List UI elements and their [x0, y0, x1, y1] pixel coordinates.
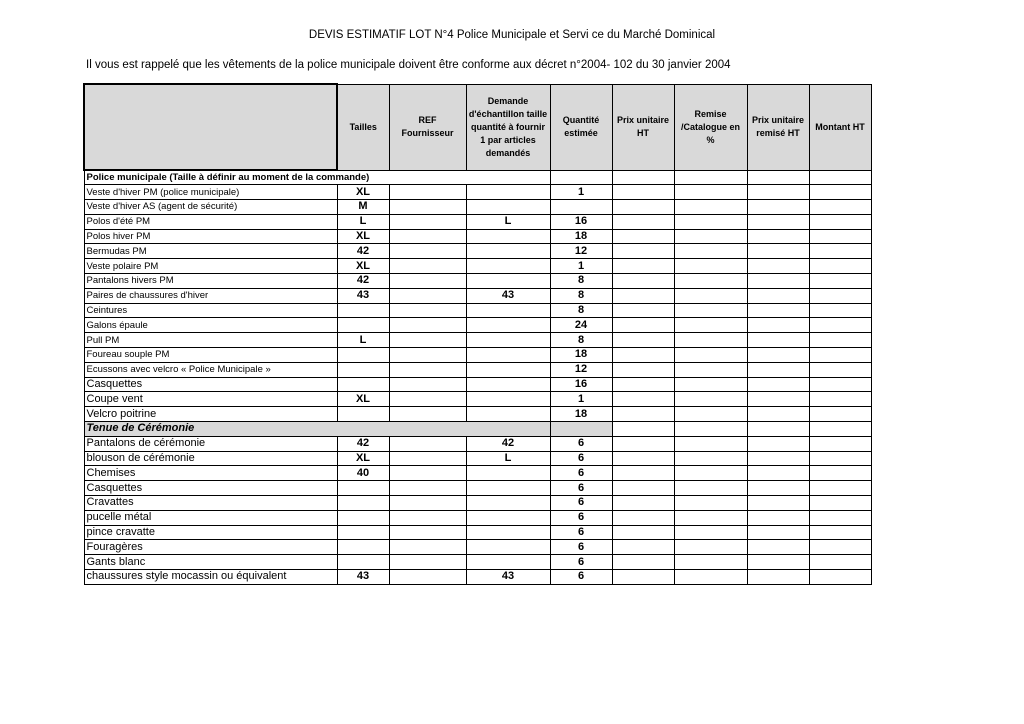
designation-cell: Gants blanc [84, 555, 337, 570]
designation-cell: Pantalons hivers PM [84, 274, 337, 289]
section-police-municipale [84, 170, 871, 185]
prix-unitaire-cell [612, 318, 674, 333]
montant-cell [809, 377, 871, 392]
prix-remise-cell [747, 303, 809, 318]
designation-cell: Fouragères [84, 540, 337, 555]
remise-cell [674, 466, 747, 481]
montant-cell [809, 362, 871, 377]
montant-cell [809, 481, 871, 496]
quantite-cell: 6 [550, 481, 612, 496]
montant-cell [809, 333, 871, 348]
prix-unitaire-cell [612, 525, 674, 540]
quantite-cell: 8 [550, 333, 612, 348]
montant-cell [809, 214, 871, 229]
echantillon-cell [466, 377, 550, 392]
designation-cell: Chemises [84, 466, 337, 481]
remise-cell [674, 303, 747, 318]
ref-cell [389, 392, 466, 407]
quantite-cell: 12 [550, 362, 612, 377]
designation-cell: Cravattes [84, 496, 337, 511]
echantillon-cell: L [466, 451, 550, 466]
quantite-cell: 6 [550, 555, 612, 570]
echantillon-cell [466, 200, 550, 215]
taille-cell: XL [337, 229, 389, 244]
taille-cell: 43 [337, 288, 389, 303]
remise-cell [674, 407, 747, 422]
quantite-cell [550, 200, 612, 215]
taille-cell [337, 540, 389, 555]
ref-cell [389, 288, 466, 303]
montant-cell [809, 466, 871, 481]
remise-cell [674, 377, 747, 392]
designation-cell: Ceintures [84, 303, 337, 318]
price-cell [612, 170, 674, 185]
document-title: DEVIS ESTIMATIF LOT N°4 Police Municipale et Servi ce du Marché Dominical [308, 29, 716, 41]
table-row [84, 451, 871, 466]
header-prix-remise: Prix unitaire remisé HT [747, 84, 809, 170]
prix-unitaire-cell [612, 214, 674, 229]
ref-cell [389, 214, 466, 229]
table-row [84, 303, 871, 318]
montant-cell [809, 407, 871, 422]
echantillon-cell [466, 481, 550, 496]
prix-remise-cell [747, 481, 809, 496]
table-row [84, 540, 871, 555]
table-body [84, 170, 871, 584]
montant-cell [809, 274, 871, 289]
echantillon-cell [466, 244, 550, 259]
ref-cell [389, 362, 466, 377]
designation-cell: Paires de chaussures d'hiver [84, 288, 337, 303]
prix-remise-cell [747, 333, 809, 348]
montant-cell [809, 348, 871, 363]
table-row [84, 362, 871, 377]
price-cell [747, 422, 809, 437]
table-row [84, 333, 871, 348]
quantite-cell: 16 [550, 377, 612, 392]
remise-cell [674, 259, 747, 274]
quantite-cell: 6 [550, 466, 612, 481]
montant-cell [809, 200, 871, 215]
echantillon-cell [466, 318, 550, 333]
remise-cell [674, 288, 747, 303]
quantite-cell: 1 [550, 185, 612, 200]
taille-cell: XL [337, 392, 389, 407]
header-ref: REF Fournisseur [389, 84, 466, 170]
taille-cell [337, 407, 389, 422]
taille-cell [337, 377, 389, 392]
remise-cell [674, 496, 747, 511]
echantillon-cell [466, 303, 550, 318]
designation-cell: pucelle métal [84, 510, 337, 525]
designation-cell: blouson de cérémonie [84, 451, 337, 466]
ref-cell [389, 244, 466, 259]
taille-cell [337, 303, 389, 318]
designation-cell: Veste d'hiver PM (police municipale) [84, 185, 337, 200]
quantite-cell [550, 422, 612, 437]
table-row [84, 274, 871, 289]
ref-cell [389, 525, 466, 540]
taille-cell [337, 525, 389, 540]
table-row [84, 436, 871, 451]
prix-unitaire-cell [612, 451, 674, 466]
price-cell [809, 422, 871, 437]
taille-cell: 43 [337, 570, 389, 585]
montant-cell [809, 496, 871, 511]
prix-unitaire-cell [612, 510, 674, 525]
montant-cell [809, 555, 871, 570]
table-row [84, 229, 871, 244]
ref-cell [389, 229, 466, 244]
table-row [84, 244, 871, 259]
ref-cell [389, 436, 466, 451]
ref-cell [389, 510, 466, 525]
taille-cell: XL [337, 185, 389, 200]
price-cell [809, 170, 871, 185]
table-row [84, 348, 871, 363]
quantite-cell: 6 [550, 525, 612, 540]
prix-remise-cell [747, 436, 809, 451]
taille-cell: XL [337, 451, 389, 466]
echantillon-cell [466, 510, 550, 525]
montant-cell [809, 244, 871, 259]
remise-cell [674, 436, 747, 451]
prix-remise-cell [747, 377, 809, 392]
prix-unitaire-cell [612, 362, 674, 377]
price-cell [747, 170, 809, 185]
table-row [84, 510, 871, 525]
remise-cell [674, 348, 747, 363]
prix-remise-cell [747, 185, 809, 200]
montant-cell [809, 570, 871, 585]
echantillon-cell [466, 259, 550, 274]
ref-cell [389, 259, 466, 274]
taille-cell [337, 510, 389, 525]
prix-remise-cell [747, 229, 809, 244]
taille-cell [337, 555, 389, 570]
table-row [84, 392, 871, 407]
table-row [84, 185, 871, 200]
echantillon-cell [466, 333, 550, 348]
montant-cell [809, 185, 871, 200]
decree-notice: Il vous est rappelé que les vêtements de la police municipale doivent être conforme aux décret n°2004- 102 du 30 janvier 2004 [86, 59, 731, 71]
prix-remise-cell [747, 200, 809, 215]
quantite-cell: 16 [550, 214, 612, 229]
taille-cell: L [337, 333, 389, 348]
ref-cell [389, 466, 466, 481]
quantite-cell: 6 [550, 570, 612, 585]
echantillon-cell [466, 525, 550, 540]
echantillon-cell [466, 540, 550, 555]
echantillon-cell [466, 466, 550, 481]
prix-remise-cell [747, 466, 809, 481]
prix-remise-cell [747, 510, 809, 525]
prix-remise-cell [747, 259, 809, 274]
price-cell [674, 170, 747, 185]
prix-remise-cell [747, 274, 809, 289]
ref-cell [389, 570, 466, 585]
ref-cell [389, 303, 466, 318]
designation-cell: Pull PM [84, 333, 337, 348]
quantite-cell: 6 [550, 540, 612, 555]
taille-cell: 42 [337, 244, 389, 259]
designation-cell: pince cravatte [84, 525, 337, 540]
table-row [84, 481, 871, 496]
designation-cell: Pantalons de cérémonie [84, 436, 337, 451]
prix-unitaire-cell [612, 303, 674, 318]
ref-cell [389, 185, 466, 200]
ref-cell [389, 555, 466, 570]
ref-cell [389, 496, 466, 511]
echantillon-cell [466, 496, 550, 511]
prix-remise-cell [747, 362, 809, 377]
designation-cell: Veste polaire PM [84, 259, 337, 274]
taille-cell [337, 362, 389, 377]
montant-cell [809, 229, 871, 244]
echantillon-cell [466, 407, 550, 422]
designation-cell: Galons épaule [84, 318, 337, 333]
prix-unitaire-cell [612, 288, 674, 303]
designation-cell: Ecussons avec velcro « Police Municipale » [84, 362, 337, 377]
ref-cell [389, 407, 466, 422]
table-row [84, 570, 871, 585]
montant-cell [809, 451, 871, 466]
ref-cell [389, 318, 466, 333]
prix-remise-cell [747, 348, 809, 363]
taille-cell [337, 496, 389, 511]
table-row [84, 407, 871, 422]
designation-cell: Casquettes [84, 377, 337, 392]
prix-remise-cell [747, 451, 809, 466]
table-row [84, 259, 871, 274]
prix-remise-cell [747, 288, 809, 303]
designation-cell: Casquettes [84, 481, 337, 496]
prix-unitaire-cell [612, 348, 674, 363]
header-designation [84, 84, 337, 170]
taille-cell: XL [337, 259, 389, 274]
header-row [84, 84, 871, 170]
prix-unitaire-cell [612, 377, 674, 392]
ref-cell [389, 377, 466, 392]
ref-cell [389, 348, 466, 363]
price-cell [674, 422, 747, 437]
remise-cell [674, 481, 747, 496]
montant-cell [809, 318, 871, 333]
remise-cell [674, 362, 747, 377]
remise-cell [674, 451, 747, 466]
echantillon-cell: 42 [466, 436, 550, 451]
prix-unitaire-cell [612, 466, 674, 481]
quantite-cell: 8 [550, 274, 612, 289]
taille-cell [337, 318, 389, 333]
echantillon-cell [466, 229, 550, 244]
montant-cell [809, 540, 871, 555]
ref-cell [389, 200, 466, 215]
quantite-cell: 6 [550, 436, 612, 451]
prix-unitaire-cell [612, 200, 674, 215]
remise-cell [674, 525, 747, 540]
quantite-cell: 1 [550, 259, 612, 274]
header-remise: Remise /Catalogue en % [674, 84, 747, 170]
montant-cell [809, 392, 871, 407]
prix-remise-cell [747, 525, 809, 540]
prix-unitaire-cell [612, 496, 674, 511]
prix-remise-cell [747, 392, 809, 407]
table-row [84, 377, 871, 392]
header-echantillon: Demande d'échantillon taille quantité à fournir 1 par articles demandés [466, 84, 550, 170]
quantite-cell: 6 [550, 496, 612, 511]
designation-cell: Coupe vent [84, 392, 337, 407]
ref-cell [389, 481, 466, 496]
remise-cell [674, 570, 747, 585]
remise-cell [674, 540, 747, 555]
quantite-cell: 1 [550, 392, 612, 407]
table-row [84, 318, 871, 333]
remise-cell [674, 274, 747, 289]
prix-unitaire-cell [612, 555, 674, 570]
remise-cell [674, 214, 747, 229]
designation-cell: Veste d'hiver AS (agent de sécurité) [84, 200, 337, 215]
taille-cell [337, 348, 389, 363]
quantite-cell: 8 [550, 288, 612, 303]
prix-unitaire-cell [612, 481, 674, 496]
prix-unitaire-cell [612, 392, 674, 407]
table-row [84, 214, 871, 229]
prix-unitaire-cell [612, 185, 674, 200]
echantillon-cell [466, 555, 550, 570]
prix-unitaire-cell [612, 570, 674, 585]
remise-cell [674, 229, 747, 244]
prix-unitaire-cell [612, 333, 674, 348]
table-row [84, 555, 871, 570]
montant-cell [809, 510, 871, 525]
remise-cell [674, 244, 747, 259]
quantite-cell: 6 [550, 510, 612, 525]
ref-cell [389, 333, 466, 348]
designation-cell: chaussures style mocassin ou équivalent [84, 570, 337, 585]
prix-unitaire-cell [612, 540, 674, 555]
designation-cell: Foureau souple PM [84, 348, 337, 363]
table-row [84, 288, 871, 303]
quantite-cell: 18 [550, 407, 612, 422]
echantillon-cell [466, 185, 550, 200]
prix-unitaire-cell [612, 244, 674, 259]
header-tailles: Tailles [337, 84, 389, 170]
taille-cell: 42 [337, 436, 389, 451]
prix-remise-cell [747, 407, 809, 422]
echantillon-cell: L [466, 214, 550, 229]
remise-cell [674, 555, 747, 570]
echantillon-cell: 43 [466, 570, 550, 585]
prix-remise-cell [747, 214, 809, 229]
quantite-cell [550, 170, 612, 185]
taille-cell [337, 481, 389, 496]
echantillon-cell [466, 348, 550, 363]
echantillon-cell: 43 [466, 288, 550, 303]
echantillon-cell [466, 274, 550, 289]
prix-unitaire-cell [612, 436, 674, 451]
remise-cell [674, 333, 747, 348]
quantite-cell: 18 [550, 229, 612, 244]
header-prix-unitaire: Prix unitaire HT [612, 84, 674, 170]
prix-remise-cell [747, 555, 809, 570]
quantite-cell: 18 [550, 348, 612, 363]
ref-cell [389, 451, 466, 466]
table-row [84, 496, 871, 511]
prix-remise-cell [747, 244, 809, 259]
ref-cell [389, 274, 466, 289]
remise-cell [674, 185, 747, 200]
echantillon-cell [466, 392, 550, 407]
header-montant: Montant HT [809, 84, 871, 170]
prix-remise-cell [747, 540, 809, 555]
section-tenue-ceremonie [84, 422, 871, 437]
designation-cell: Polos d'été PM [84, 214, 337, 229]
estimate-table [83, 83, 872, 585]
table-row [84, 200, 871, 215]
taille-cell: 42 [337, 274, 389, 289]
montant-cell [809, 525, 871, 540]
section-tenue-ceremonie-label: Tenue de Cérémonie [84, 422, 550, 437]
section-police-municipale-label: Police municipale (Taille à définir au moment de la commande) [84, 170, 550, 185]
prix-remise-cell [747, 318, 809, 333]
prix-unitaire-cell [612, 274, 674, 289]
prix-unitaire-cell [612, 407, 674, 422]
quantite-cell: 12 [550, 244, 612, 259]
prix-remise-cell [747, 496, 809, 511]
prix-remise-cell [747, 570, 809, 585]
designation-cell: Velcro poitrine [84, 407, 337, 422]
quantite-cell: 24 [550, 318, 612, 333]
table-row [84, 466, 871, 481]
montant-cell [809, 436, 871, 451]
table-row [84, 525, 871, 540]
montant-cell [809, 288, 871, 303]
remise-cell [674, 392, 747, 407]
montant-cell [809, 259, 871, 274]
header-quantite: Quantité estimée [550, 84, 612, 170]
quantite-cell: 6 [550, 451, 612, 466]
echantillon-cell [466, 362, 550, 377]
taille-cell: M [337, 200, 389, 215]
ref-cell [389, 540, 466, 555]
designation-cell: Bermudas PM [84, 244, 337, 259]
taille-cell: L [337, 214, 389, 229]
price-cell [612, 422, 674, 437]
montant-cell [809, 303, 871, 318]
remise-cell [674, 318, 747, 333]
quantite-cell: 8 [550, 303, 612, 318]
remise-cell [674, 200, 747, 215]
remise-cell [674, 510, 747, 525]
prix-unitaire-cell [612, 229, 674, 244]
taille-cell: 40 [337, 466, 389, 481]
designation-cell: Polos hiver PM [84, 229, 337, 244]
prix-unitaire-cell [612, 259, 674, 274]
